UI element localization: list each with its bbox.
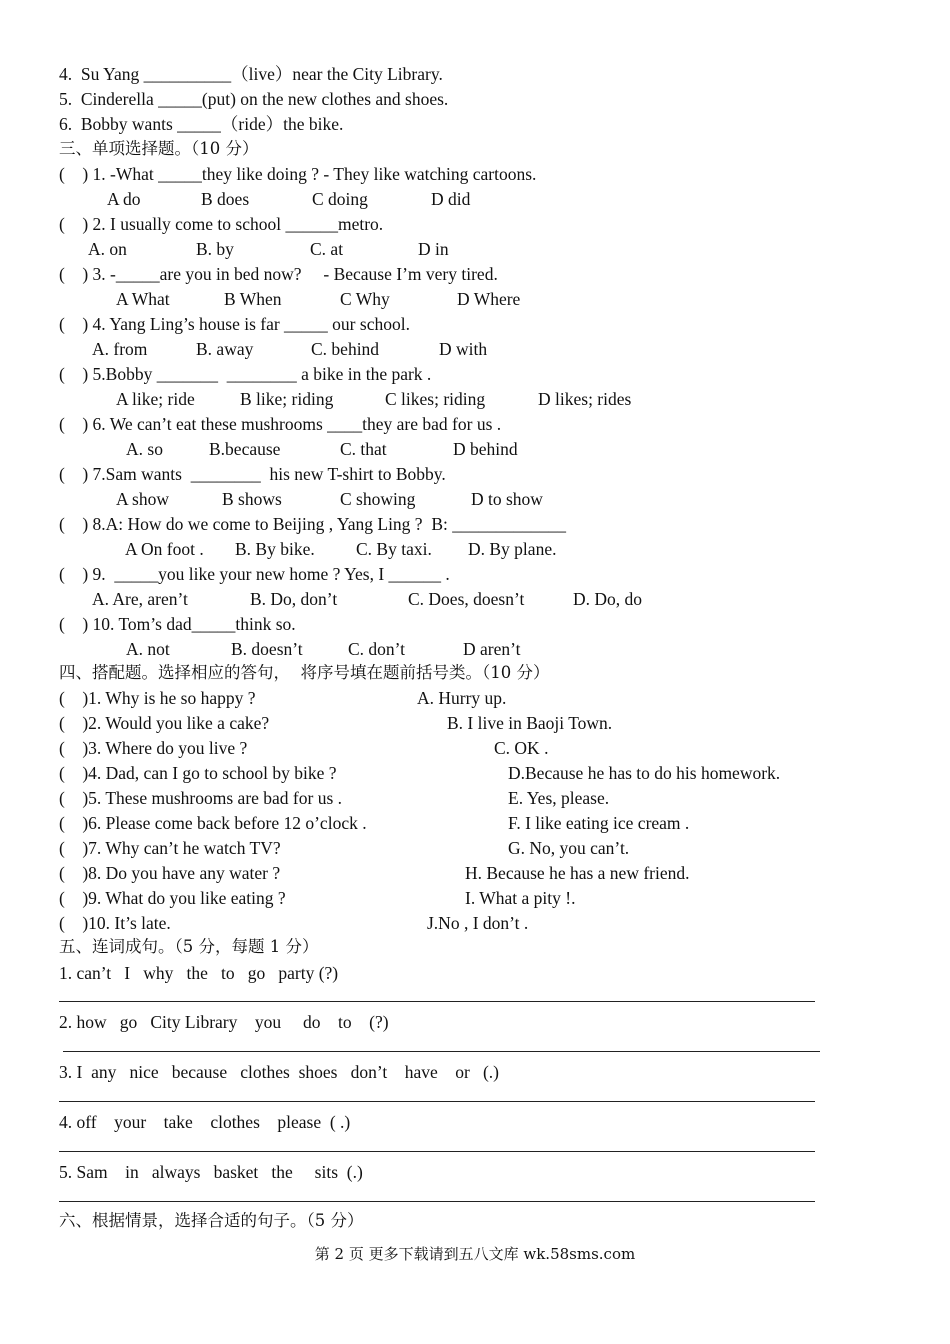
mc-option: B When bbox=[224, 289, 282, 309]
mc-option: A. on bbox=[88, 239, 127, 259]
mc-question-9: ( ) 9. _____you like your new home ? Yes, I ______ . bbox=[59, 564, 450, 584]
mc-option: C. behind bbox=[311, 339, 380, 359]
match-answer: J.No , I don’t . bbox=[427, 913, 529, 933]
mc-option: A do bbox=[107, 189, 141, 209]
match-question: ( )8. Do you have any water ? bbox=[59, 863, 281, 883]
mc-option: A What bbox=[116, 289, 170, 309]
answer-line bbox=[59, 1101, 815, 1102]
fill-item-4: 4. Su Yang __________（live）near the City Library. bbox=[59, 64, 443, 84]
mc-option: A On foot . bbox=[125, 539, 204, 559]
match-question: ( )6. Please come back before 12 o’clock . bbox=[59, 813, 367, 833]
match-answer: A. Hurry up. bbox=[417, 688, 507, 708]
mc-option: A. from bbox=[92, 339, 148, 359]
mc-question-2: ( ) 2. I usually come to school ______metro. bbox=[59, 214, 384, 234]
mc-option: D. By plane. bbox=[468, 539, 557, 559]
mc-option: B.because bbox=[209, 439, 281, 459]
section6-heading: 六、根据情景，选择合适的句子。（5 分） bbox=[59, 1211, 364, 1230]
match-question: ( )3. Where do you live ? bbox=[59, 738, 248, 758]
match-answer: B. I live in Baoji Town. bbox=[447, 713, 613, 733]
word-order-item-1: 1. can’t I why the to go party (?) bbox=[59, 963, 339, 983]
answer-line bbox=[59, 1201, 815, 1202]
mc-option: B. doesn’t bbox=[231, 639, 303, 659]
mc-option: C. don’t bbox=[348, 639, 406, 659]
mc-option: A. not bbox=[126, 639, 170, 659]
mc-question-5: ( ) 5.Bobby _______ ________ a bike in the park . bbox=[59, 364, 432, 384]
mc-option: A. Are, aren’t bbox=[92, 589, 188, 609]
match-question: ( )4. Dad, can I go to school by bike ? bbox=[59, 763, 337, 783]
mc-option: C doing bbox=[312, 189, 368, 209]
mc-option: C. that bbox=[340, 439, 387, 459]
mc-question-10: ( ) 10. Tom’s dad_____think so. bbox=[59, 614, 296, 634]
mc-option: C showing bbox=[340, 489, 416, 509]
section4-heading: 四、搭配题。选择相应的答句， 将序号填在题前括号类。（10 分） bbox=[59, 663, 550, 682]
mc-question-1: ( ) 1. -What _____they like doing ? - They like watching cartoons. bbox=[59, 164, 537, 184]
mc-option: B. Do, don’t bbox=[250, 589, 338, 609]
section5-heading: 五、连词成句。（5 分，每题 1 分） bbox=[59, 937, 319, 956]
match-answer: G. No, you can’t. bbox=[508, 838, 630, 858]
mc-option: A show bbox=[116, 489, 169, 509]
mc-question-7: ( ) 7.Sam wants ________ his new T-shirt to Bobby. bbox=[59, 464, 446, 484]
section3-heading: 三、单项选择题。（10 分） bbox=[59, 139, 259, 158]
match-question: ( )7. Why can’t he watch TV? bbox=[59, 838, 281, 858]
mc-option: B does bbox=[201, 189, 250, 209]
word-order-item-4: 4. off your take clothes please ( .) bbox=[59, 1112, 351, 1132]
mc-question-8: ( ) 8.A: How do we come to Beijing , Yang Ling ? B: _____________ bbox=[59, 514, 566, 534]
mc-option: B. by bbox=[196, 239, 234, 259]
word-order-item-5: 5. Sam in always basket the sits (.) bbox=[59, 1162, 363, 1182]
mc-option: C Why bbox=[340, 289, 390, 309]
match-answer: H. Because he has a new friend. bbox=[465, 863, 690, 883]
mc-option: C. By taxi. bbox=[356, 539, 432, 559]
match-answer: E. Yes, please. bbox=[508, 788, 610, 808]
mc-question-4: ( ) 4. Yang Ling’s house is far _____ our school. bbox=[59, 314, 410, 334]
mc-option: B. away bbox=[196, 339, 254, 359]
answer-line bbox=[63, 1051, 820, 1052]
mc-option: D did bbox=[431, 189, 471, 209]
match-question: ( )2. Would you like a cake? bbox=[59, 713, 270, 733]
mc-option: B shows bbox=[222, 489, 282, 509]
mc-question-3: ( ) 3. -_____are you in bed now? - Because I’m very tired. bbox=[59, 264, 498, 284]
page-footer: 第 2 页 更多下载请到五八文库 wk.58sms.com bbox=[314, 1245, 636, 1263]
mc-option: A like; ride bbox=[116, 389, 195, 409]
mc-option: D. Do, do bbox=[573, 589, 643, 609]
mc-option: B like; riding bbox=[240, 389, 334, 409]
mc-option: D in bbox=[418, 239, 449, 259]
match-question: ( )1. Why is he so happy ? bbox=[59, 688, 256, 708]
mc-option: C. Does, doesn’t bbox=[408, 589, 525, 609]
match-question: ( )9. What do you like eating ? bbox=[59, 888, 286, 908]
answer-line bbox=[59, 1151, 815, 1152]
match-answer: I. What a pity !. bbox=[465, 888, 576, 908]
mc-option: C likes; riding bbox=[385, 389, 486, 409]
answer-line bbox=[59, 1001, 815, 1002]
fill-item-5: 5. Cinderella _____(put) on the new clothes and shoes. bbox=[59, 89, 449, 109]
match-question: ( )10. It’s late. bbox=[59, 913, 171, 933]
match-answer: D.Because he has to do his homework. bbox=[508, 763, 781, 783]
match-answer: C. OK . bbox=[494, 738, 549, 758]
match-question: ( )5. These mushrooms are bad for us . bbox=[59, 788, 343, 808]
mc-option: D aren’t bbox=[463, 639, 521, 659]
word-order-item-3: 3. I any nice because clothes shoes don’t have or (.) bbox=[59, 1062, 499, 1082]
mc-option: C. at bbox=[310, 239, 344, 259]
word-order-item-2: 2. how go City Library you do to (?) bbox=[59, 1012, 389, 1032]
mc-option: A. so bbox=[126, 439, 163, 459]
fill-item-6: 6. Bobby wants _____（ride）the bike. bbox=[59, 114, 344, 134]
match-answer: F. I like eating ice cream . bbox=[508, 813, 690, 833]
mc-option: D likes; rides bbox=[538, 389, 632, 409]
mc-option: D behind bbox=[453, 439, 518, 459]
mc-option: B. By bike. bbox=[235, 539, 315, 559]
mc-question-6: ( ) 6. We can’t eat these mushrooms ____they are bad for us . bbox=[59, 414, 502, 434]
mc-option: D to show bbox=[471, 489, 543, 509]
mc-option: D with bbox=[439, 339, 488, 359]
mc-option: D Where bbox=[457, 289, 521, 309]
